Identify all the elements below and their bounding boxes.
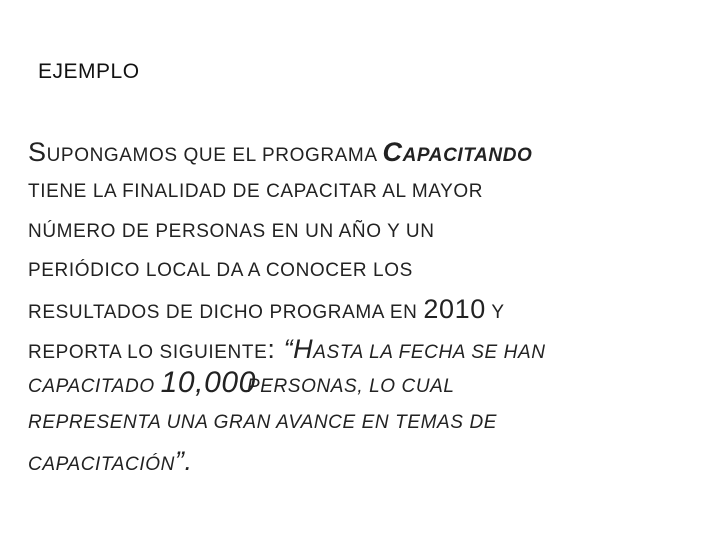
quote-rest: ASTA LA FECHA SE HAN: [313, 342, 546, 363]
text-line-6: [28, 334, 546, 365]
line-5-after: Y: [485, 302, 505, 323]
line-9-text: CAPACITACIÓN: [28, 454, 175, 475]
line-7-after: PERSONAS, LO CUAL: [246, 376, 455, 397]
year-value: 2010: [423, 294, 486, 324]
quote-cap: H: [293, 334, 314, 364]
quote-close: ”.: [174, 446, 193, 476]
colon: :: [267, 334, 276, 364]
slide-heading: EJEMPLO: [38, 60, 140, 83]
text-line-4: PERIÓDICO LOCAL DA A CONOCER LOS: [28, 260, 413, 281]
text-line-9: [28, 446, 193, 477]
quote-open: “: [275, 334, 294, 364]
line-6-text: REPORTA LO SIGUIENTE: [28, 342, 268, 363]
text-line-2: TIENE LA FINALIDAD DE CAPACITAR AL MAYOR: [28, 181, 484, 202]
text-line-5: [28, 294, 505, 325]
line-5-text: RESULTADOS DE DICHO PROGRAMA EN: [28, 302, 424, 323]
text-line-8: REPRESENTA UNA GRAN AVANCE EN TEMAS DE: [28, 412, 498, 433]
drop-cap-s: S: [28, 137, 47, 167]
text-line-3: NÚMERO DE PERSONAS EN UN AÑO Y UN: [28, 221, 435, 242]
text-line-7: [28, 366, 455, 400]
program-name-cap: C: [382, 137, 403, 167]
line-7-text: CAPACITADO: [28, 376, 161, 397]
people-count: 10,000: [160, 366, 256, 399]
text-line-1: [28, 137, 532, 168]
program-name-rest: APACITANDO: [402, 145, 533, 166]
line-1-text: UPONGAMOS QUE EL PROGRAMA: [46, 145, 383, 166]
